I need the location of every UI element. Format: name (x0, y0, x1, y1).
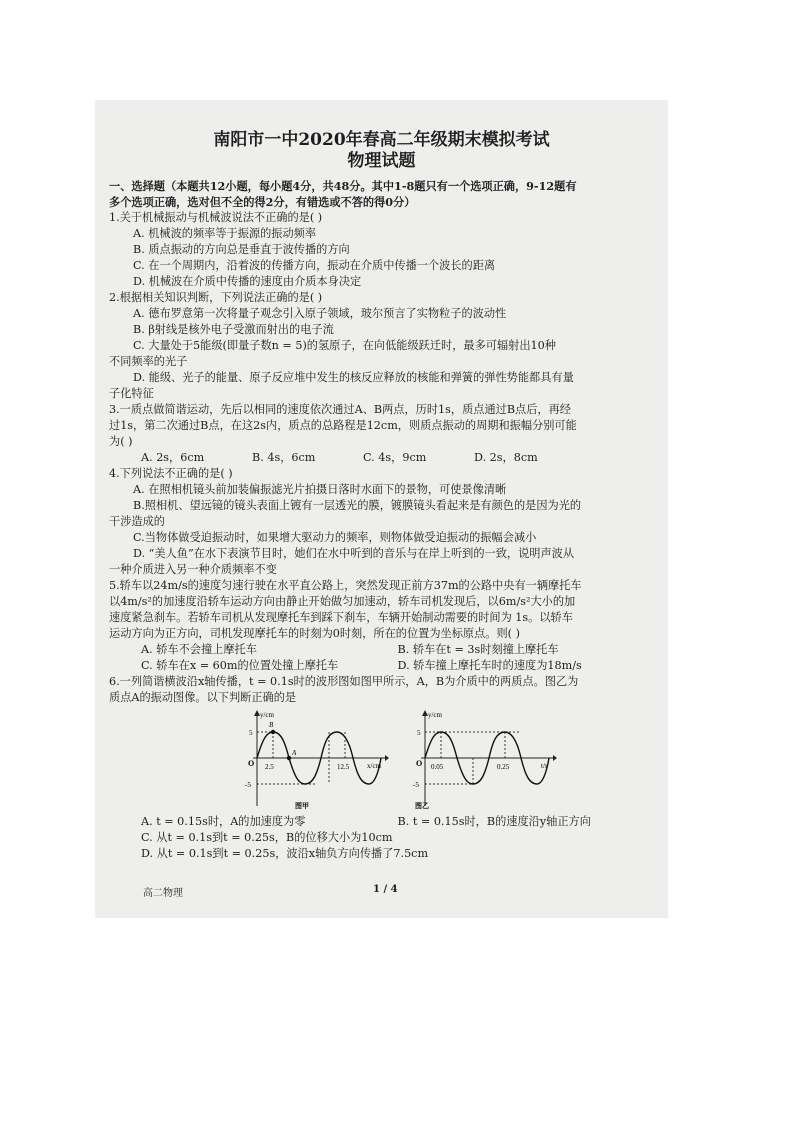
jia-x-arrow (385, 755, 389, 761)
q3-stem-line3: 为( ) (109, 435, 133, 448)
jia-ylabel: y/cm (260, 711, 274, 719)
q6-stem-line1: 6.一列简谐横波沿x轴传播，t = 0.1s时的波形图如图甲所示，A，B为介质中的两质点。图乙为 (109, 675, 579, 688)
q6-options-row1 (141, 814, 654, 830)
q5-option-d: D. 轿车撞上摩托车时的速度为18m/s (397, 659, 582, 672)
q3-option-b: B. 4s，6cm (252, 451, 316, 464)
q1-stem: 1.关于机械振动与机械波说法不正确的是( ) (109, 211, 323, 224)
jia-label-a: A (292, 749, 297, 757)
q1-option-a: A. 机械波的频率等于振源的振动频率 (133, 227, 317, 240)
q3-option-a: A. 2s，6cm (141, 451, 205, 464)
section-heading-line1: 一、选择题（本题共12小题，每小题4分，共48分。其中1-8题只有一个选项正确，9-12题有 (109, 179, 577, 193)
q6-graphs (239, 708, 654, 812)
q5-options-row2 (141, 658, 654, 674)
jia-point-a (287, 756, 291, 760)
yi-x-arrow (553, 755, 557, 761)
vibration-graph-yi (407, 708, 557, 812)
q2-option-a: A. 德布罗意第一次将量子观念引入原子领域，玻尔预言了实物粒子的波动性 (133, 307, 507, 320)
exam-title: 南阳市一中2020年春高二年级期末模拟考试 (213, 130, 550, 150)
yi-y-bot: -5 (413, 781, 419, 789)
q6-option-d: D. 从t = 0.1s到t = 0.25s，波沿x轴负方向传播了7.5cm (141, 847, 429, 860)
q1-option-b: B. 质点振动的方向总是垂直于波传播的方向 (133, 243, 350, 256)
jia-xlabel: x/cm (367, 762, 381, 770)
page-footer (143, 884, 643, 899)
jia-x2: 12.5 (337, 763, 350, 771)
footer-subject: 高二物理 (143, 888, 183, 899)
q2-option-c: C. 大量处于5能级(即量子数n = 5)的氢原子，在向低能级跃迁时，最多可辐射出10种 (133, 339, 556, 352)
q4-option-c: C.当物体做受迫振动时，如果增大驱动力的频率，则物体做受迫振动的振幅会减小 (133, 531, 537, 544)
jia-caption: 图甲 (295, 802, 309, 810)
q2-option-d-cont: 子化特征 (109, 387, 154, 400)
q5-stem-line2: 以4m/s²的加速度沿轿车运动方向由静止开始做匀加速动，轿车司机发现后，以6m/s²大小的加 (109, 595, 576, 608)
jia-point-b (271, 730, 275, 734)
q4-option-d-cont: 一种介质进入另一种介质频率不变 (109, 563, 277, 576)
q4-option-b-cont: 干涉造成的 (109, 515, 165, 528)
jia-origin: O (248, 759, 255, 768)
exam-subtitle: 物理试题 (347, 151, 416, 171)
q2-option-b: B. β射线是核外电子受激而射出的电子流 (133, 323, 334, 336)
jia-y-top: 5 (249, 729, 253, 737)
yi-y-top: 5 (417, 729, 421, 737)
q2-option-c-cont: 不同频率的光子 (109, 355, 188, 368)
jia-label-b: B (269, 721, 274, 729)
q6-option-c: C. 从t = 0.1s到t = 0.25s，B的位移大小为10cm (141, 831, 393, 844)
q6-option-b: B. t = 0.15s时，B的速度沿y轴正方向 (397, 815, 591, 828)
yi-ylabel: y/cm (428, 711, 442, 719)
q5-option-b: B. 轿车在t = 3s时刻撞上摩托车 (397, 643, 559, 656)
yi-x2: 0.25 (497, 763, 510, 771)
yi-origin: O (416, 759, 423, 768)
footer-page-number: 1 / 4 (373, 884, 398, 895)
q4-option-d: D. “美人鱼”在水下表演节目时，她们在水中听到的音乐与在岸上听到的一致，说明声波从 (133, 547, 575, 560)
q3-stem-line2: 过1s，第二次通过B点，在这2s内，质点的总路程是12cm，则质点振动的周期和振幅分别可能 (109, 419, 577, 432)
q3-option-d: D. 2s，8cm (474, 451, 538, 464)
q6-stem-line2: 质点A的振动图像。以下判断正确的是 (109, 691, 297, 704)
q5-stem-line1: 5.轿车以24m/s的速度匀速行驶在水平直公路上，突然发现正前方37m的公路中央有一辆摩托车 (109, 579, 582, 592)
q5-stem-line4: 运动方向为正方向，司机发现摩托车的时刻为0时刻，所在的位置为坐标原点。则( ) (109, 627, 520, 640)
jia-y-bot: -5 (245, 781, 251, 789)
q5-options-row1 (141, 642, 654, 658)
q3-options (141, 450, 654, 466)
jia-x1: 2.5 (265, 763, 274, 771)
q6-option-a: A. t = 0.15s时，A的加速度为零 (141, 815, 306, 828)
q1-option-d: D. 机械波在介质中传播的速度由介质本身决定 (133, 275, 362, 288)
yi-x1: 0.05 (431, 763, 444, 771)
q5-option-a: A. 轿车不会撞上摩托车 (141, 643, 257, 656)
q3-stem-line1: 3.一质点做简谐运动，先后以相同的速度依次通过A、B两点，历时1s，质点通过B点后，再经 (109, 403, 571, 416)
wave-graph-jia (239, 708, 389, 812)
q4-stem: 4.下列说法不正确的是( ) (109, 467, 233, 480)
yi-caption: 图乙 (415, 802, 429, 810)
wave-graph-jia-svg (239, 708, 389, 812)
q2-stem: 2.根据相关知识判断，下列说法正确的是( ) (109, 291, 323, 304)
q5-stem-line3: 速度紧急刹车。若轿车司机从发现摩托车到踩下刹车，车辆开始制动需要的时间为 1s。以轿车 (109, 611, 573, 624)
q4-option-a: A. 在照相机镜头前加装偏振滤光片拍摄日落时水面下的景物，可使景像清晰 (133, 483, 507, 496)
section-heading-line2: 多个选项正确，选对但不全的得2分，有错选或不答的得0分） (109, 195, 416, 209)
yi-xlabel: t/s (541, 762, 548, 770)
exam-paper (95, 100, 668, 918)
vibration-graph-yi-svg (407, 708, 557, 812)
q2-option-d: D. 能级、光子的能量、原子反应堆中发生的核反应释放的核能和弹簧的弹性势能都具有量 (133, 371, 574, 384)
q4-option-b: B.照相机、望远镜的镜头表面上镀有一层透光的膜，镀膜镜头看起来是有颜色的是因为光的 (133, 499, 582, 512)
q3-option-c: C. 4s，9cm (363, 451, 427, 464)
q5-option-c: C. 轿车在x = 60m的位置处撞上摩托车 (141, 659, 339, 672)
q1-option-c: C. 在一个周期内，沿着波的传播方向，振动在介质中传播一个波长的距离 (133, 259, 496, 272)
